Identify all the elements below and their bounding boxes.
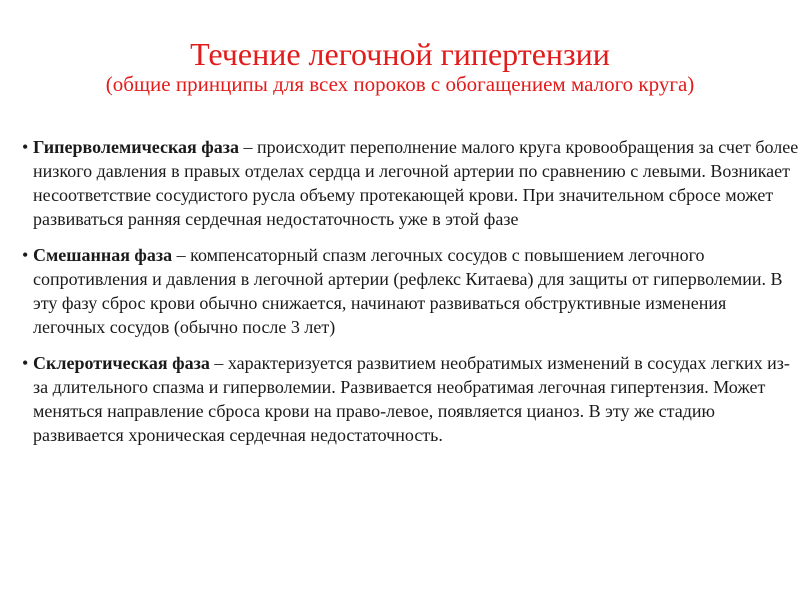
bullet-term: Склеротическая фаза bbox=[33, 353, 210, 373]
bullet-icon: • bbox=[22, 137, 29, 157]
bullet-term: Смешанная фаза bbox=[33, 245, 173, 265]
bullet-item-hypervolemic-phase bbox=[24, 135, 799, 231]
bullet-item-mixed-phase bbox=[24, 243, 799, 339]
bullet-icon: • bbox=[22, 245, 29, 265]
slide-title: Течение легочной гипертензии bbox=[190, 36, 610, 72]
bullet-text: – происходит переполнение малого круга кровообращения за счет более низкого давления в правых отделах сердца и легочной артерии по сравнению с левыми. Возникает несоответствие сосудистого русла объему протекающей крови. При значительном сбросе может развиваться ранняя сердечная недостаточность уже в этой фазе bbox=[33, 137, 799, 229]
bullet-text: – характеризуется развитием необратимых изменений в сосудах легких из-за длительного спазма и гиперволемии. Развивается необратимая легочная гипертензия. Может меняться направление сброса крови на право-левое, появляется цианоз. В эту же стадию развивается хроническая сердечная недостаточность. bbox=[33, 353, 790, 445]
bullet-text: – компенсаторный спазм легочных сосудов с повышением легочного сопротивления и давления в легочной артерии (рефлекс Китаева) для защиты от гиперволемии. В эту фазу сброс крови обычно снижается, начинают развиваться обструктивные изменения легочных сосудов (обычно после 3 лет) bbox=[33, 245, 783, 337]
bullet-item-sclerotic-phase bbox=[24, 351, 799, 447]
bullet-term: Гиперволемическая фаза bbox=[33, 137, 239, 157]
slide-subtitle: (общие принципы для всех пороков с обогащением малого круга) bbox=[105, 72, 695, 96]
bullet-icon: • bbox=[22, 353, 29, 373]
bullet-list bbox=[24, 135, 799, 459]
